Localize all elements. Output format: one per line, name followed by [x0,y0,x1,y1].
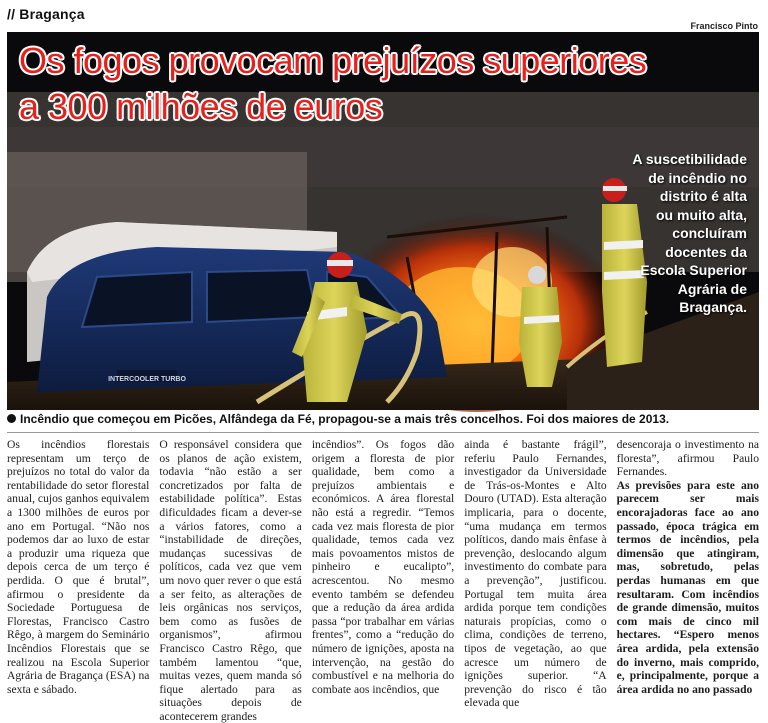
pull-quote-line: Escola Superior [640,262,747,278]
headline-line-1: Os fogos provocam prejuízos superiores [19,40,647,81]
article-column-5 [616,438,760,696]
pull-quote-line: ou muito alta, [656,206,747,223]
photo-caption [7,412,759,426]
headline [19,38,759,130]
pull-quote [597,150,747,317]
pull-quote-line: de incêndio no [648,169,747,186]
paragraph: incêndios”. Os fogos dão origem a floresta de pior qualidade, bem como a prejuízos ambientais e económicos. A área florestal não está a regredir. “Temos cada vez mais floresta de pior qualidade, temos cada vez mais povoamentos mistos de pinheiro e eucalipto”, acrescentou. No mesmo evento também se defendeu que a redução da área ardida passa “por trabalhar em várias frentes”, como a “redução do número de ignições, aposta na intervenção, na gestão do combustível e na melhoria do combate aos incêndios, que [311,438,455,696]
pull-quote-line: Agrária de [677,280,747,297]
photo-credit: Francisco Pinto [690,21,758,31]
section-label: // Bragança [7,6,85,22]
article-body [7,438,760,723]
pull-quote-line: Bragança. [679,299,747,315]
pull-quote-line: docentes da [665,243,747,260]
divider [7,432,759,433]
bullet-icon [7,414,16,423]
paragraph: desencoraja o investimento na floresta”, afirmou Paulo Fernandes. [616,438,760,479]
article-column-3 [311,438,455,696]
pull-quote-line: distrito é alta [659,188,747,204]
paragraph: O responsável considera que os planos de ação existem, todavia “não estão a ser concretizados por falta de estabilidade política”. Estas dificuldades ficam a dever-se a vários fatores, como a “instabilidade de direções, mudanças sucessivas de políticos, cada vez que vem um novo quer rever o que está a ser feito, as alterações de leis orgânicas nos serviços, bem como as fusões de organismos”, afirmou Francisco Castro Rêgo, que também lamentou “que, muitas vezes, quem manda só fique alertado para as situações depois de acontecerem grandes [159,438,302,723]
pull-quote-line: concluíram [672,225,747,241]
article-column-4 [464,438,607,710]
article-column-2 [159,438,302,723]
headline-line-2: a 300 milhões de euros [19,86,383,127]
pull-quote-line: A suscetibilidade [632,151,747,167]
paragraph: ainda é bastante frágil”, referiu Paulo Fernandes, investigador da Universidade de Trás-os-Montes e Alto Douro (UTAD). Esta alteração implicaria, para o docente, “uma mudança em termos políticos, dando mais ênfase à prevenção, deslocando algum investimento do combate para a prevenção”, justificou. Portugal tem muita área ardida porque tem condições naturais propícias, como o clima, condições de terreno, tipos de vegetação, ao que acresce um número de ignições superior. “A prevenção do risco é tão elevada que [464,438,607,710]
paragraph: As previsões para este ano parecem ser mais encorajadoras face ao ano passado, época trágica em termos de incêndios, pela dimensão que atingiram, mas, sobretudo, pelas perdas humanas em que resultaram. Com incêndios de grande dimensão, muitos com mais de cinco mil hectares. “Espero menos área ardida, pela extensão do inverno, mais comprido, e, principalmente, porque a área ardida no ano passado [616,478,760,696]
caption-text: Incêndio que começou em Picões, Alfândega da Fé, propagou-se a mais três concelhos. Foi dos maiores de 2013. [20,412,670,426]
article-column-1 [7,438,150,696]
van-badge: INTERCOOLER TURBO [108,376,186,383]
article-photo [7,32,759,410]
paragraph: Os incêndios florestais representam um terço de prejuízos no total do valor da rentabilidade do setor florestal anual, cujos ganhos equivalem a 1300 milhões de euros por ano em Portugal. “Não nos podemos dar ao luxo de estar a produzir uma riqueza que depois cerca de um terço é perdida. O que é brutal”, afirmou o presidente da Sociedade Portuguesa de Florestas, Francisco Castro Rêgo, à margem do Seminário Incêndios Florestais que se realizou na Escola Superior Agrária de Bragança (ESA) na sexta e sábado. [7,438,150,696]
